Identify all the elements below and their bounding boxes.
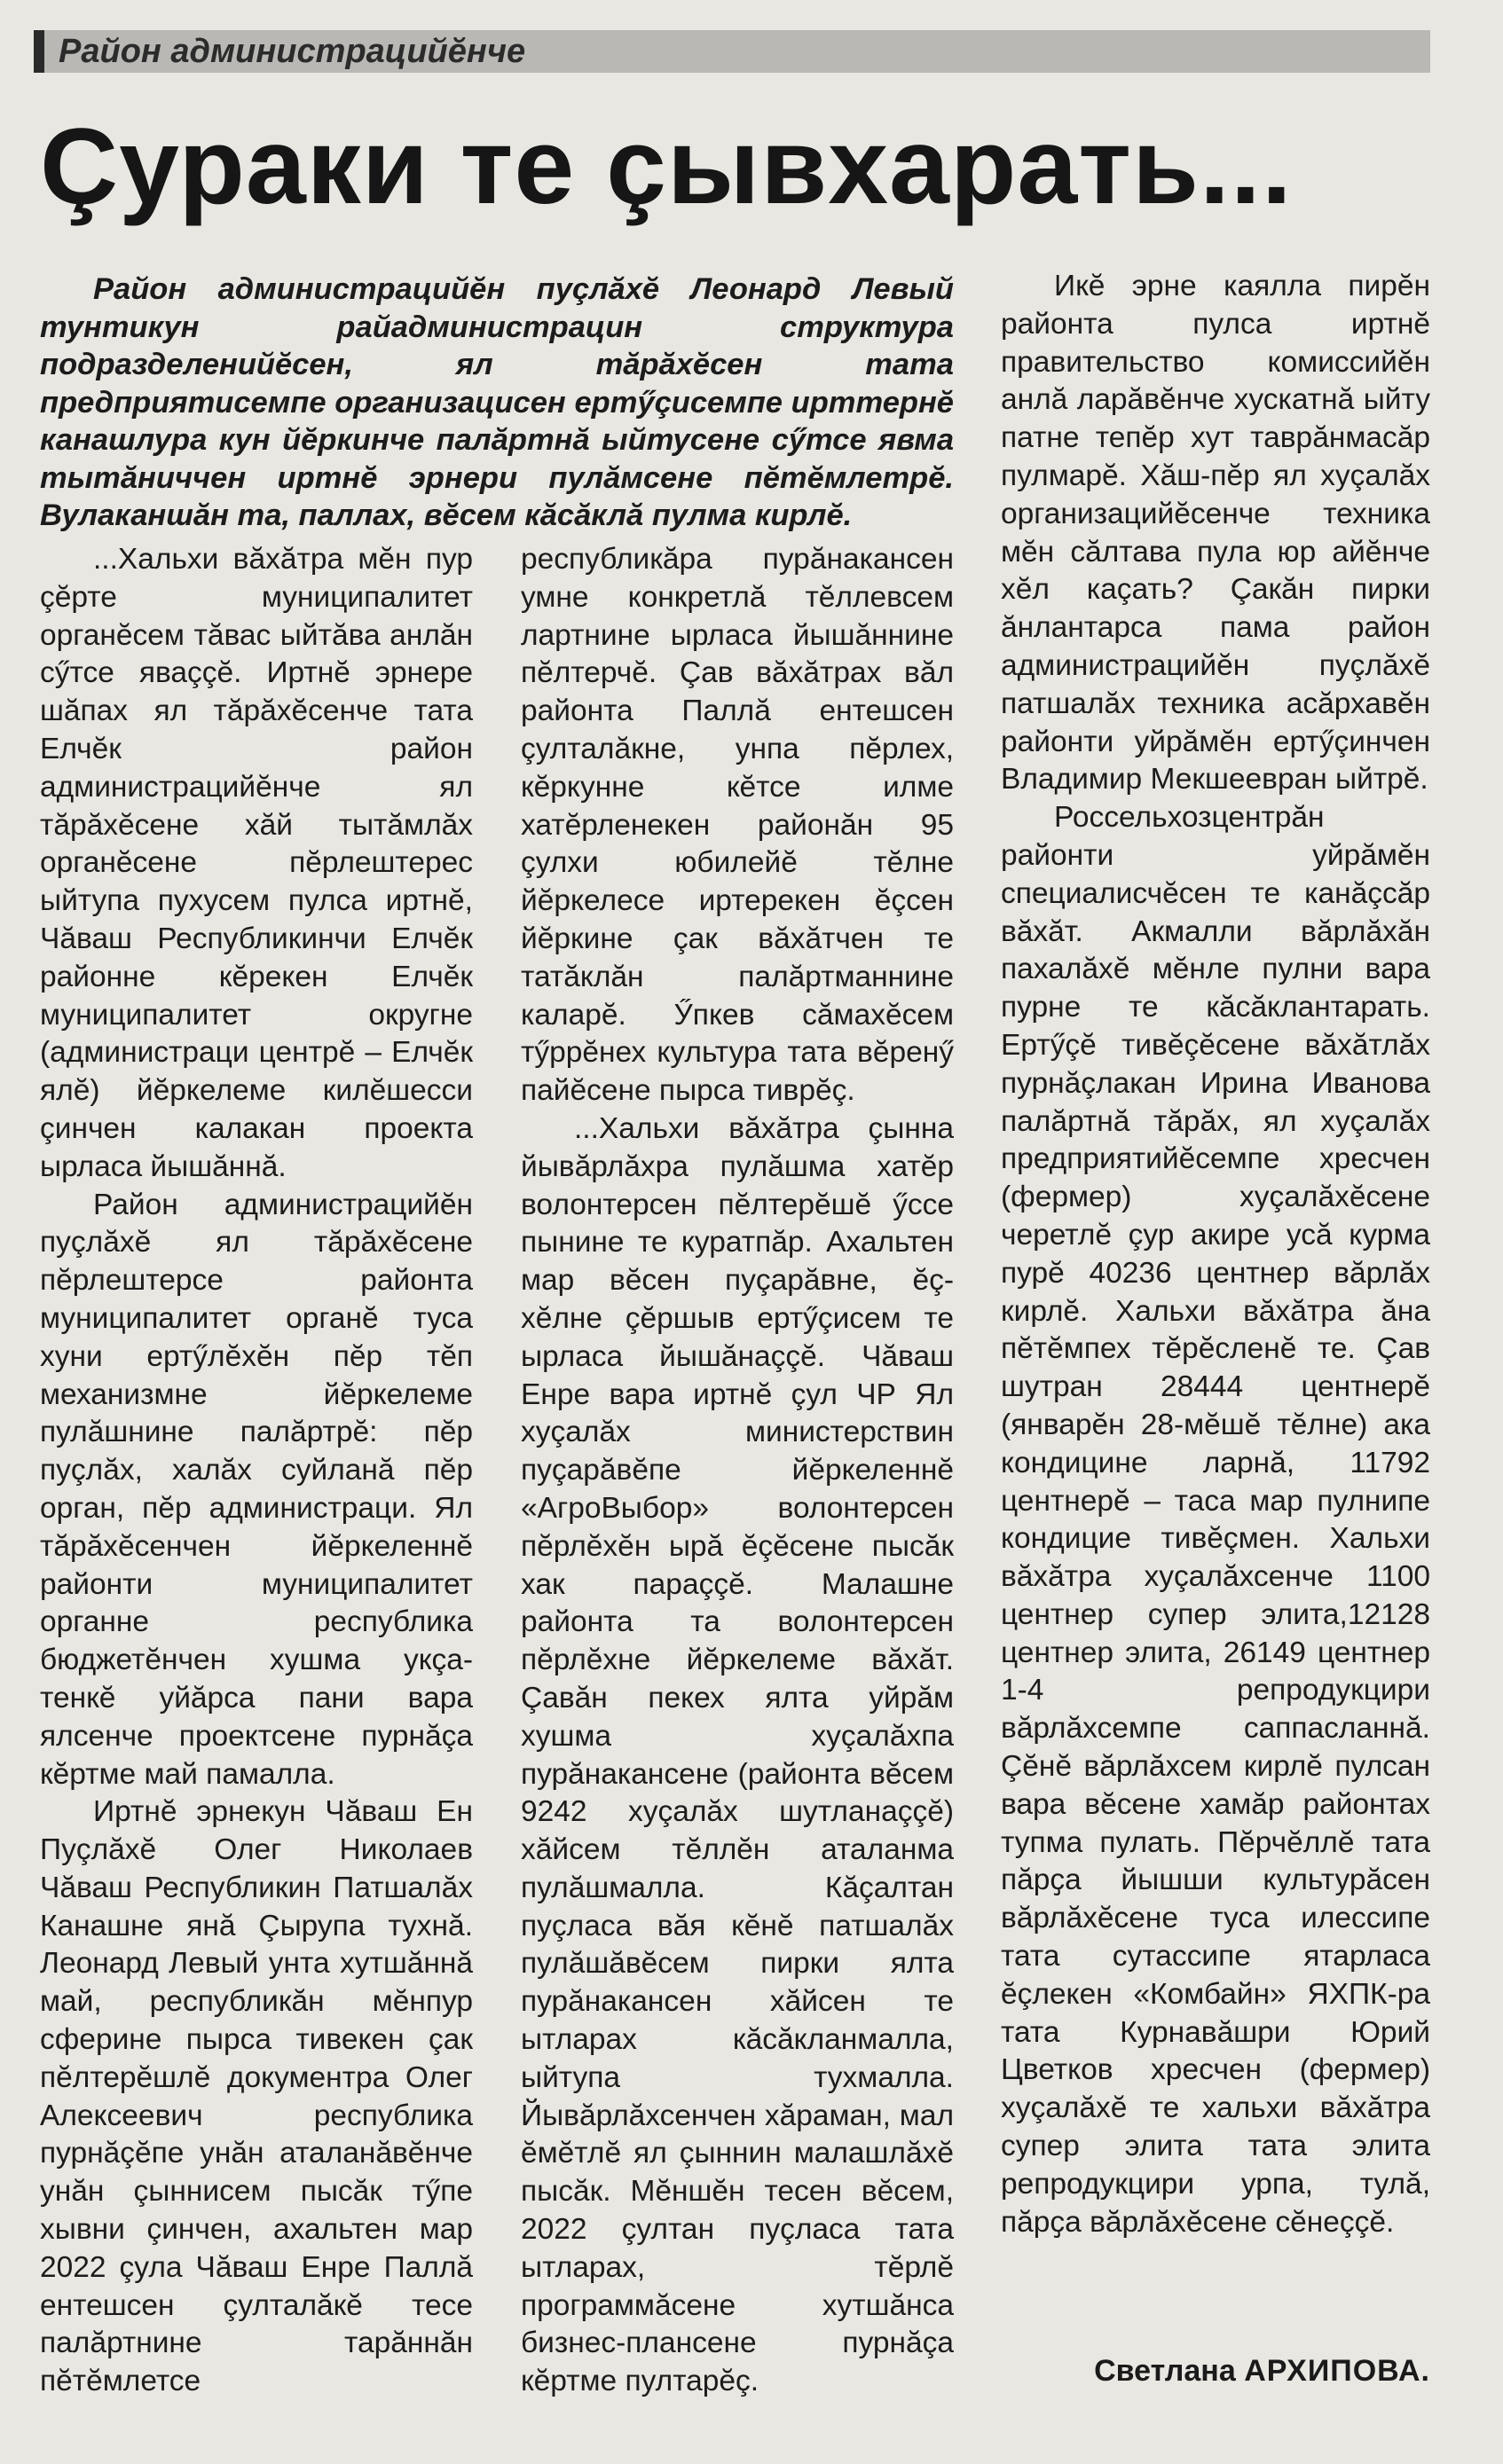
section-rubric: [34, 30, 1430, 73]
article-column-2: [521, 541, 954, 2401]
headline: Çураки те çывхарать...: [40, 106, 1293, 226]
author-signature: [1094, 2354, 1430, 2389]
paragraph: ...Хальхи вӑхӑтра çынна йывӑрлӑхра пулӑшма хатӗр волонтерсен пӗлтерӗшӗ ӳссе пынине те куратпӑр. Ахальтен мар вӗсен пуçарӑвне, ӗç-хӗлне çӗршыв ертӳçисем те ырласа йышӑнаççӗ. Чӑваш Енре вара иртнӗ çул ЧР Ял хуçалӑх министерствин пуçарӑвӗпе йӗркеленнӗ «АгроВыбор» волонтерсен пӗрлӗхӗн ырӑ ӗçӗсене пысӑк хак параççӗ. Малашне районта та волонтерсен пӗрлӗхне йӗркелеме вӑхӑт. Çавӑн пекех ялта уйрӑм хушма хуçалӑхпа пурӑнакансене (районта вӗсем 9242 хуçалӑх шутланаççӗ) хӑйсем тӗллӗн аталанма пулӑшмалла. Кӑçалтан пуçласа вӑя кӗнӗ патшалӑх пулӑшӑвӗсем пирки ялта пурӑнакансен хӑйсен те ытларах кӑсӑкланмалла, ыйтупа тухмалла. Йывӑрлӑхсенчен хӑраман, мал ӗмӗтлӗ ял çыннин малашлӑхӗ пысӑк. Мӗншӗн тесен вӗсем, 2022 çултан пуçласа тата ытларах, тӗрлӗ программӑсене хутшӑнса бизнес-плансене пурнӑçа кӗртме пултарӗç.: [521, 1111, 954, 2398]
paragraph: Икӗ эрне каялла пирӗн районта пулса иртнӗ правительство комиссийӗн анлӑ ларӑвӗнче хускатнӑ ыйту патне тепӗр хут таврӑнмасӑр пулмарӗ. Хӑш-пӗр ял хуçалӑх организацийӗсенче техника мӗн сӑлтава пула юр айӗнче хӗл каçать? Çакӑн пирки ӑнлантарса пама район администрацийӗн пуçлӑхӗ патшалӑх техника асӑрхавӗн районти уйрӑмӗн ертӳçинчен Владимир Мекшеевран ыйтрӗ.: [1001, 270, 1430, 796]
paragraph: республикӑра пурӑнакансен умне конкретлӑ тӗллевсем лартнине ырласа йышӑннине пӗлтерчӗ. Çав вӑхӑтрах вӑл районта Паллӑ ентешсен çулталӑкне, унпа пӗрлех, кӗркунне кӗтсе илме хатӗрленекен районӑн 95 çулхи юбилейӗ тӗлне йӗркелесе иртерекен ӗçсен йӗркине çак вӑхӑтчен те татӑклӑн палӑртманнине каларӗ. Ӳпкев сӑмахӗсем тӳррӗнех культура тата вӗренӳ пайӗсене пырса тиврӗç.: [521, 543, 954, 1108]
paragraph: Иртнӗ эрнекун Чӑваш Ен Пуçлӑхӗ Олег Николаев Чӑваш Республикин Патшалӑх Канашне янӑ Çырупа тухнӑ. Леонард Левый унта хутшӑннӑ май, республикӑн мӗнпур сферине пырса тивекен çак пӗлтерӗшлӗ документра Олег Алексеевич республика пурнӑçӗпе унӑн аталанӑвӗнче унӑн çыннисем пысӑк тӳпе хывни çинчен, ахальтен мар 2022 çула Чӑваш Енре Паллӑ ентешсен çулталӑкӗ тесе палӑртнине тарӑннӑн пӗтӗмлетсе: [40, 1795, 473, 2398]
author-first-name: Светлана: [1094, 2354, 1236, 2388]
paragraph: Район администрацийӗн пуçлӑхӗ ял тӑрӑхӗсене пӗрлештерсе районта муниципалитет органӗ туса хуни ертӳлӗхӗн пӗр тӗп механизмне йӗркелеме пулӑшнине палӑртрӗ: пӗр пуçлӑх, халӑх суйланӑ пӗр орган, пӗр администраци. Ял тӑрӑхӗсенчен йӗркеленнӗ районти муниципалитет органне республика бюджетӗнчен хушма укçа-тенкӗ уйӑрса пани вара ялсенче проектсене пурнӑçа кӗртме май памалла.: [40, 1188, 473, 1791]
author-surname: АРХИПОВА.: [1244, 2354, 1430, 2388]
rubric-label: Район администрацийӗнче: [59, 33, 526, 70]
paragraph: Россельхозцентрӑн районти уйрӑмӗн специалисчӗсен те канӑçсӑр вӑхӑт. Акмалли вӑрлӑхӑн пахалӑхӗ мӗнле пулни вара пурне те кӑсӑклантарать. Ертӳçӗ тивӗçӗсене вӑхӑтлӑх пурнӑçлакан Ирина Иванова палӑртнӑ тӑрӑх, ял хуçалӑх предприятийӗсемпе хресчен (фермер) хуçалӑхӗсене черетлӗ çур акире усӑ курма пурӗ 40236 центнер вӑрлӑх кирлӗ. Хальхи вӑхӑтра ӑна пӗтӗмпех тӗрӗсленӗ те. Çав шутран 28444 центнерӗ (январӗн 28-мӗшӗ тӗлне) ака кондицине ларнӑ, 11792 центнерӗ – таса мар пулнипе кондицие тивӗçмен. Хальхи вӑхӑтра хуçалӑхсенче 1100 центнер супер элита,12128 центнер элита, 26149 центнер 1-4 репродукцири вӑрлӑхсемпе саппасланнӑ. Çӗнӗ вӑрлӑхсем кирлӗ пулсан вара вӗсене хамӑр районтах тупма пулать. Пӗрчӗллӗ тата пӑрҫа йышши культурӑсен вӑрлӑхӗсене туса илессипе тата сутассипе ятарласа ӗçлекен «Комбайн» ЯХПК-ра тата Курнавӑшри Юрий Цветков хресчен (фермер) хуçалӑхӗ те хальхи вӑхӑтра супер элита тата элита репродукцири урпа, тулӑ, пӑрҫа вӑрлӑхӗсене сӗнеççӗ.: [1001, 801, 1430, 2239]
article-column-1: [40, 541, 473, 2401]
article-column-3: [1001, 268, 1430, 2241]
paragraph: ...Хальхи вӑхӑтра мӗн пур çӗрте муниципалитет органӗсем тӑвас ыйтӑва анлӑн сӳтсе яваççӗ. Иртнӗ эрнере шӑпах ял тӑрӑхӗсенче тата Елчӗк район администрацийӗнче ял тӑрӑхӗсене хӑй тытӑмлӑх органӗсене пӗрлештерес ыйтупа пухусем пулса иртнӗ, Чӑваш Республикинчи Елчӗк районне кӗрекен Елчӗк муниципалитет округне (администраци центрӗ – Елчӗк ялӗ) йӗркелеме килӗшесси çинчен калакан проекта ырласа йышӑннӑ.: [40, 543, 473, 1183]
lead-paragraph: Район администрацийӗн пуçлӑхӗ Леонард Левый тунтикун райадминистрацин структура подразделенийӗсен, ял тӑрӑхӗсен тата предприятисемпе организацисен ертӳçисемпе ирттернӗ канашлура кун йӗркинче палӑртнӑ ыйтусене сӳтсе явма тытӑниччен иртнӗ эрнери пулӑмсене пӗтӗмлетрӗ. Вулаканшӑн та, паллах, вӗсем кӑсӑклӑ пулма кирлӗ.: [40, 272, 954, 532]
